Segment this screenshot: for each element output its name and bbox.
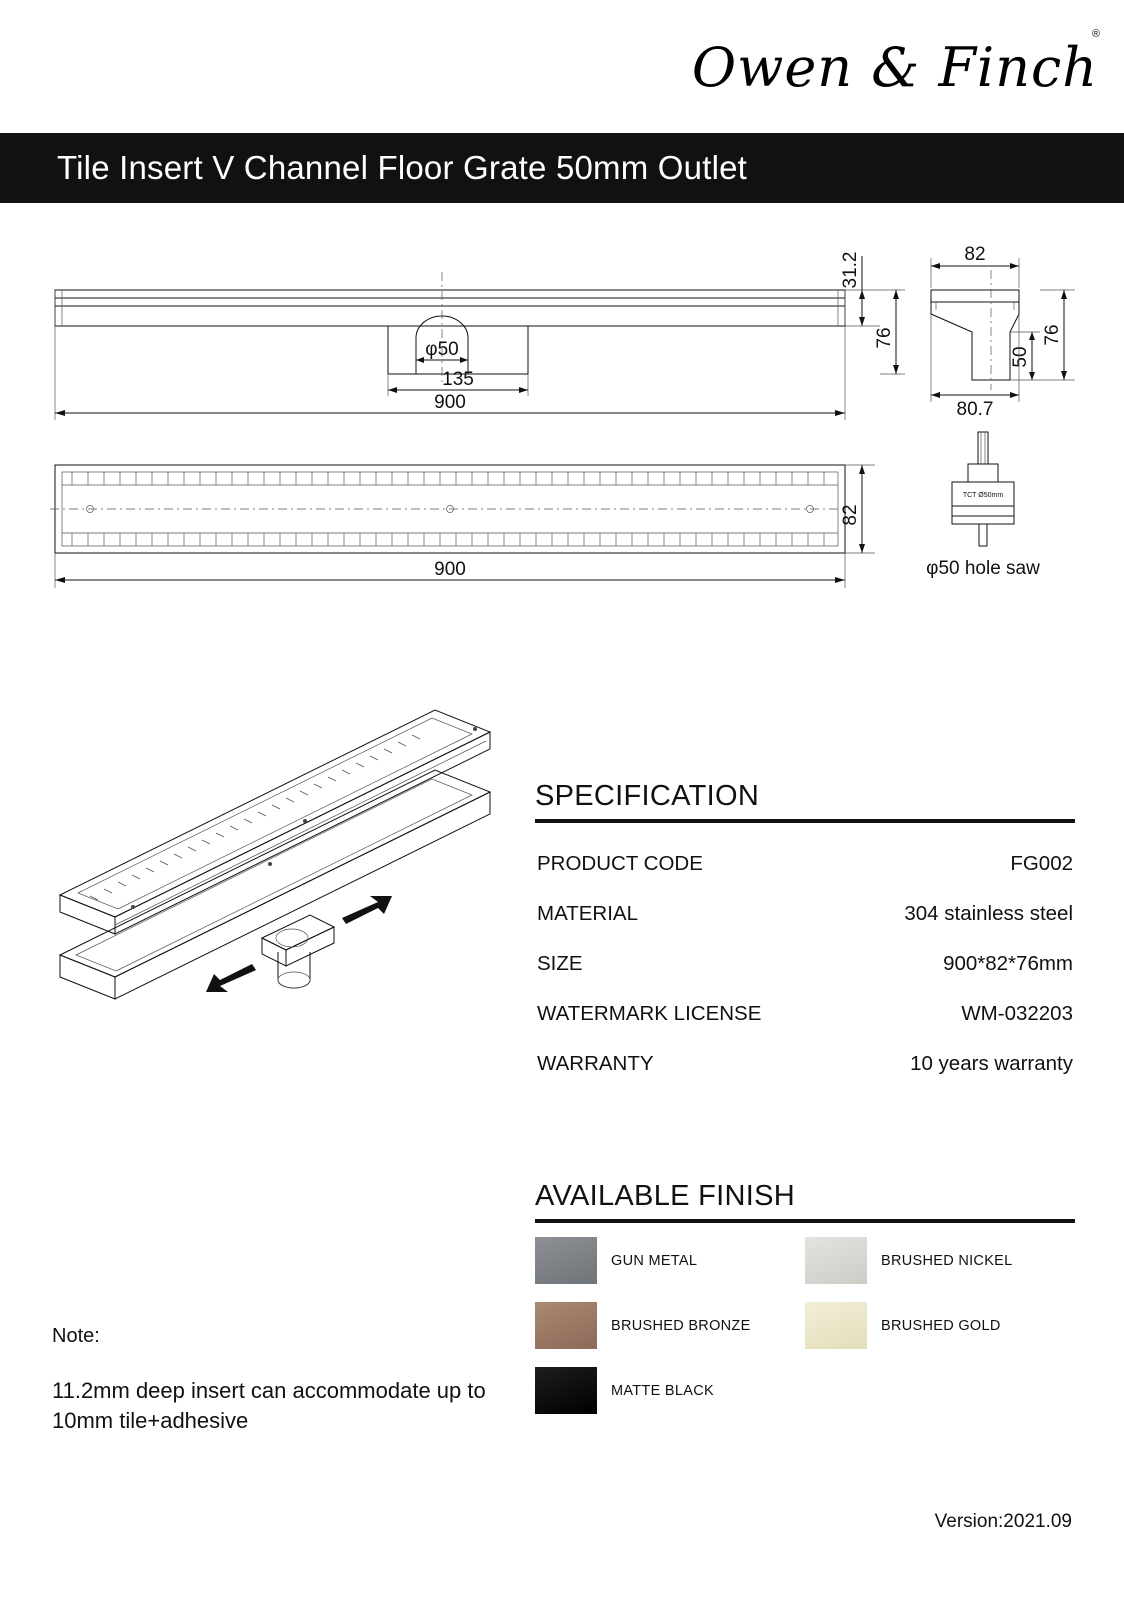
finish-swatch: [535, 1367, 597, 1414]
note-title: Note:: [52, 1325, 100, 1347]
finish-option-brushed-nickel[interactable]: [805, 1237, 1075, 1284]
technical-drawing: [0, 210, 1124, 630]
finish-grid: [535, 1237, 1075, 1432]
table-row: [535, 939, 1075, 989]
page-title-bar: [0, 133, 1124, 203]
finish-swatch: [535, 1237, 597, 1284]
available-finish-panel: [535, 1180, 1075, 1432]
page-title: Tile Insert V Channel Floor Grate 50mm Outlet: [57, 149, 748, 186]
specification-divider: [535, 819, 1075, 823]
finish-label: BRUSHED BRONZE: [611, 1317, 751, 1334]
svg-text:76: 76: [874, 327, 895, 349]
finish-label: GUN METAL: [611, 1252, 698, 1269]
spec-value: FG002: [1010, 852, 1073, 875]
finish-label: BRUSHED GOLD: [881, 1317, 1001, 1334]
available-finish-divider: [535, 1219, 1075, 1223]
specification-heading: SPECIFICATION: [535, 780, 760, 812]
spec-value: 304 stainless steel: [904, 902, 1073, 925]
table-row: [535, 1039, 1075, 1089]
table-row: [535, 989, 1075, 1039]
version-label: Version:2021.09: [934, 1511, 1072, 1532]
svg-text:31.2: 31.2: [840, 251, 861, 289]
registered-mark: ®: [1091, 28, 1100, 40]
note-body: 11.2mm deep insert can accommodate up to 10mm tile+adhesive: [52, 1378, 486, 1433]
spec-key: WARRANTY: [537, 1052, 654, 1075]
table-row: [535, 889, 1075, 939]
finish-option-matte-black[interactable]: [535, 1367, 805, 1414]
specification-panel: [535, 780, 1075, 1089]
svg-text:900: 900: [434, 559, 466, 580]
isometric-drawing: [20, 680, 540, 1060]
finish-label: BRUSHED NICKEL: [881, 1252, 1013, 1269]
svg-text:82: 82: [964, 244, 986, 265]
svg-text:φ50: φ50: [425, 339, 459, 360]
note-block: [52, 1325, 532, 1435]
finish-option-brushed-gold[interactable]: [805, 1302, 1075, 1349]
svg-text:900: 900: [434, 392, 466, 413]
spec-key: PRODUCT CODE: [537, 852, 703, 875]
spec-value: 900*82*76mm: [943, 952, 1073, 975]
spec-value: WM-032203: [961, 1002, 1073, 1025]
spec-key: WATERMARK LICENSE: [537, 1002, 762, 1025]
svg-text:135: 135: [442, 369, 474, 390]
hole-saw-label: φ50 hole saw: [926, 558, 1040, 579]
finish-swatch: [805, 1302, 867, 1349]
spec-value: 10 years warranty: [910, 1052, 1073, 1075]
spec-key: MATERIAL: [537, 902, 638, 925]
finish-swatch: [805, 1237, 867, 1284]
specification-table: [535, 839, 1075, 1089]
brand-logo: [678, 18, 1098, 118]
svg-text:TCT Ø50mm: TCT Ø50mm: [962, 492, 1004, 499]
available-finish-heading: AVAILABLE FINISH: [535, 1180, 795, 1212]
svg-text:82: 82: [840, 504, 861, 526]
brand-name: Owen & Finch: [691, 36, 1098, 99]
finish-swatch: [535, 1302, 597, 1349]
svg-text:76: 76: [1042, 324, 1063, 346]
svg-text:80.7: 80.7: [956, 399, 994, 420]
finish-option-gun-metal[interactable]: [535, 1237, 805, 1284]
table-row: [535, 839, 1075, 889]
spec-key: SIZE: [537, 952, 583, 975]
finish-option-brushed-bronze[interactable]: [535, 1302, 805, 1349]
finish-label: MATTE BLACK: [611, 1382, 714, 1399]
svg-text:50: 50: [1010, 346, 1031, 368]
